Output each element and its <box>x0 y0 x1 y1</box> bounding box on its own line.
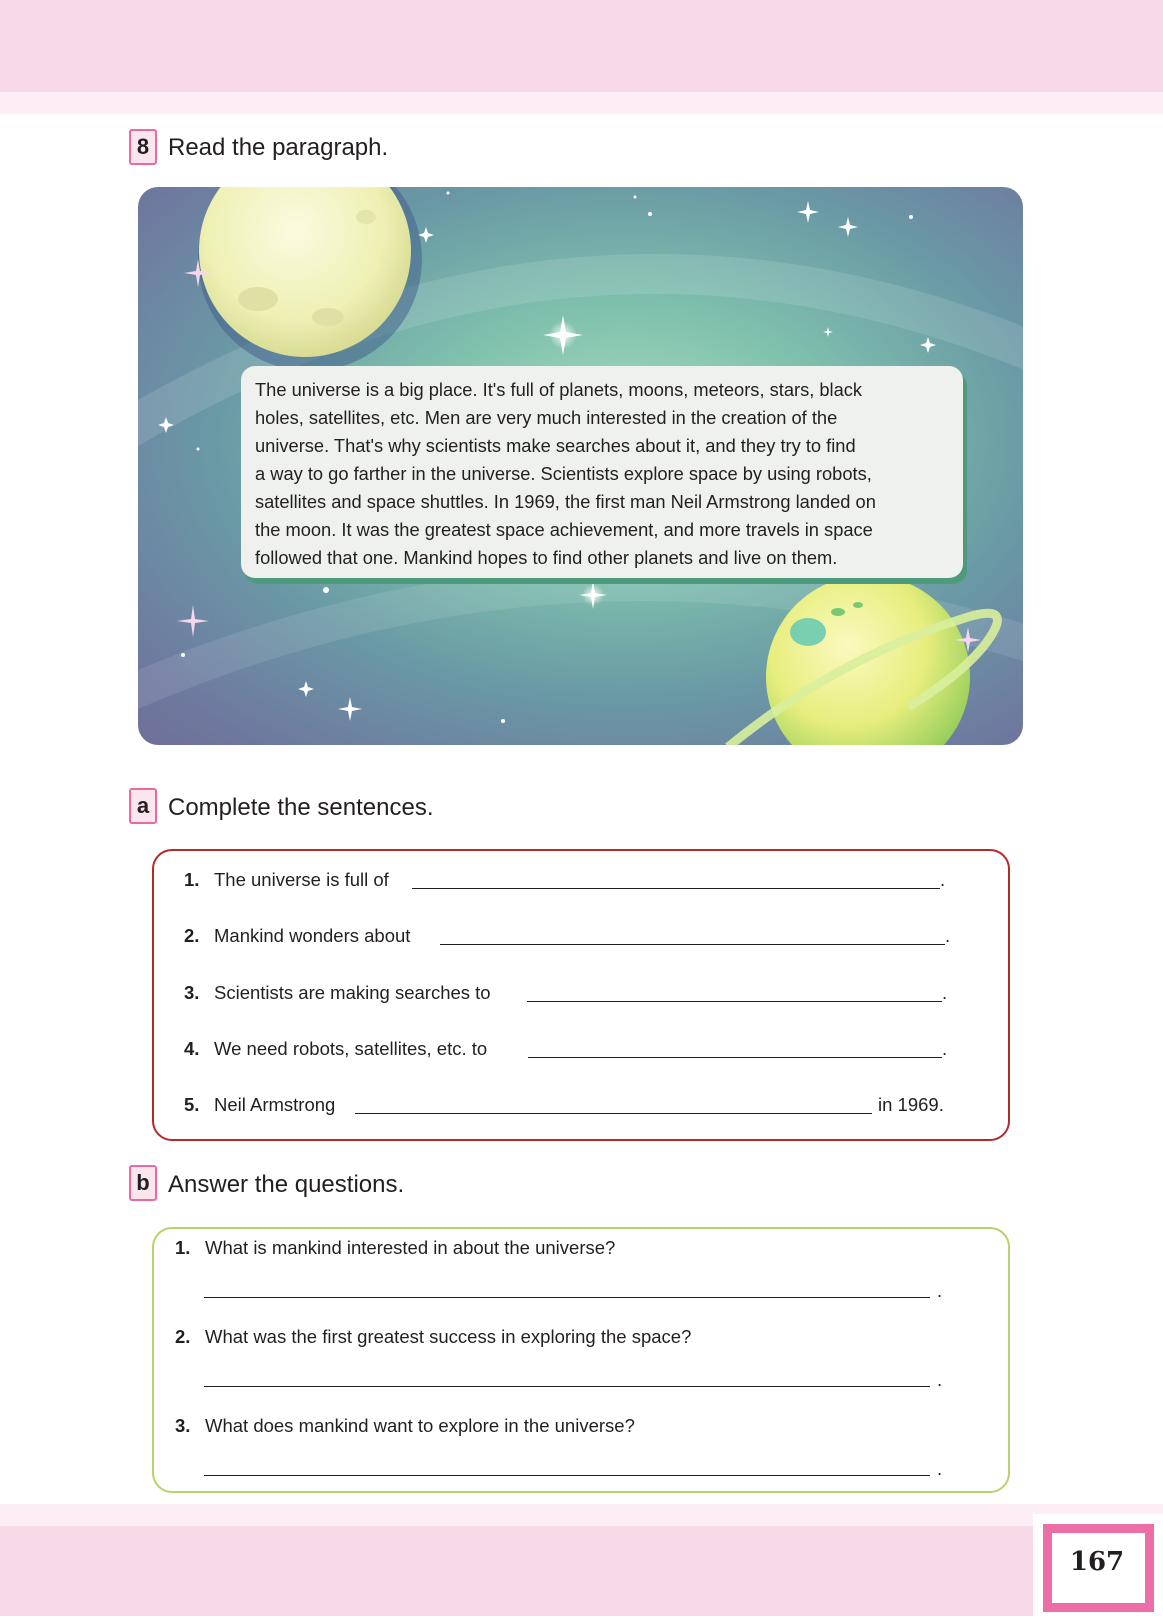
item-number: 3. <box>184 982 200 1003</box>
part-b-instruction: Answer the questions. <box>168 1171 405 1198</box>
answer-blank-1[interactable] <box>412 888 940 889</box>
space-illustration <box>138 187 1023 745</box>
part-b-badge: b <box>129 1165 157 1201</box>
sentence-end: . <box>942 982 948 1003</box>
sentence-text: Scientists are making searches to <box>214 982 491 1003</box>
part-a-instruction: Complete the sentences. <box>168 794 434 821</box>
answer-end: . <box>937 1458 943 1479</box>
question-item-1 <box>175 1237 615 1259</box>
sentence-text: We need robots, satellites, etc. to <box>214 1038 488 1059</box>
sentence-text: Mankind wonders about <box>214 925 411 946</box>
answer-line-2[interactable] <box>204 1386 930 1387</box>
item-number: 2. <box>184 925 200 946</box>
header-band-light <box>0 92 1163 114</box>
footer-band-light <box>0 1504 1163 1526</box>
passage-line: a way to go farther in the universe. Scientists explore space by using robots, <box>255 463 872 484</box>
question-item-2 <box>175 1326 691 1348</box>
sentence-item-4 <box>184 1038 487 1060</box>
exercise-instruction: Read the paragraph. <box>168 134 389 161</box>
sentence-end: . <box>945 925 951 946</box>
passage-line: followed that one. Mankind hopes to find other planets and live on them. <box>255 547 838 568</box>
header-band <box>0 0 1163 92</box>
page-number: 167 <box>1069 1547 1125 1577</box>
sentence-item-2 <box>184 925 410 947</box>
answer-blank-3[interactable] <box>527 1001 942 1002</box>
item-number: 3. <box>175 1415 191 1436</box>
answer-line-1[interactable] <box>204 1297 930 1298</box>
answer-line-3[interactable] <box>204 1475 930 1476</box>
question-text: What does mankind want to explore in the universe? <box>205 1415 635 1436</box>
answer-end: . <box>937 1280 943 1301</box>
sentence-end: . <box>940 869 946 890</box>
sentence-item-5 <box>184 1094 335 1116</box>
passage-line: satellites and space shuttles. In 1969, the first man Neil Armstrong landed on <box>255 491 876 512</box>
reading-passage <box>241 366 963 578</box>
answer-blank-2[interactable] <box>440 944 945 945</box>
item-number: 5. <box>184 1094 200 1115</box>
sentence-end: . <box>942 1038 948 1059</box>
exercise-number-badge: 8 <box>129 129 157 165</box>
sentence-text: Neil Armstrong <box>214 1094 336 1115</box>
page-number-box <box>1043 1524 1154 1612</box>
item-number: 2. <box>175 1326 191 1347</box>
passage-line: holes, satellites, etc. Men are very much interested in the creation of the <box>255 407 838 428</box>
passage-line: universe. That's why scientists make searches about it, and they try to find <box>255 435 856 456</box>
passage-line: The universe is a big place. It's full of planets, moons, meteors, stars, black <box>255 379 863 400</box>
part-a-badge: a <box>129 788 157 824</box>
answer-end: . <box>937 1369 943 1390</box>
sentence-item-3 <box>184 982 491 1004</box>
item-number: 4. <box>184 1038 200 1059</box>
footer-band <box>0 1526 1163 1616</box>
question-item-3 <box>175 1415 635 1437</box>
moon-icon <box>198 187 422 371</box>
answer-blank-4[interactable] <box>528 1057 942 1058</box>
passage-line: the moon. It was the greatest space achievement, and more travels in space <box>255 519 873 540</box>
item-number: 1. <box>175 1237 191 1258</box>
sentence-text: The universe is full of <box>214 869 389 890</box>
answer-questions-box <box>152 1227 1010 1493</box>
answer-blank-5[interactable] <box>355 1113 872 1114</box>
sentence-item-1 <box>184 869 389 891</box>
question-text: What was the first greatest success in exploring the space? <box>205 1326 692 1347</box>
item-number: 1. <box>184 869 200 890</box>
question-text: What is mankind interested in about the universe? <box>205 1237 616 1258</box>
sentence-end: in 1969. <box>878 1094 944 1115</box>
